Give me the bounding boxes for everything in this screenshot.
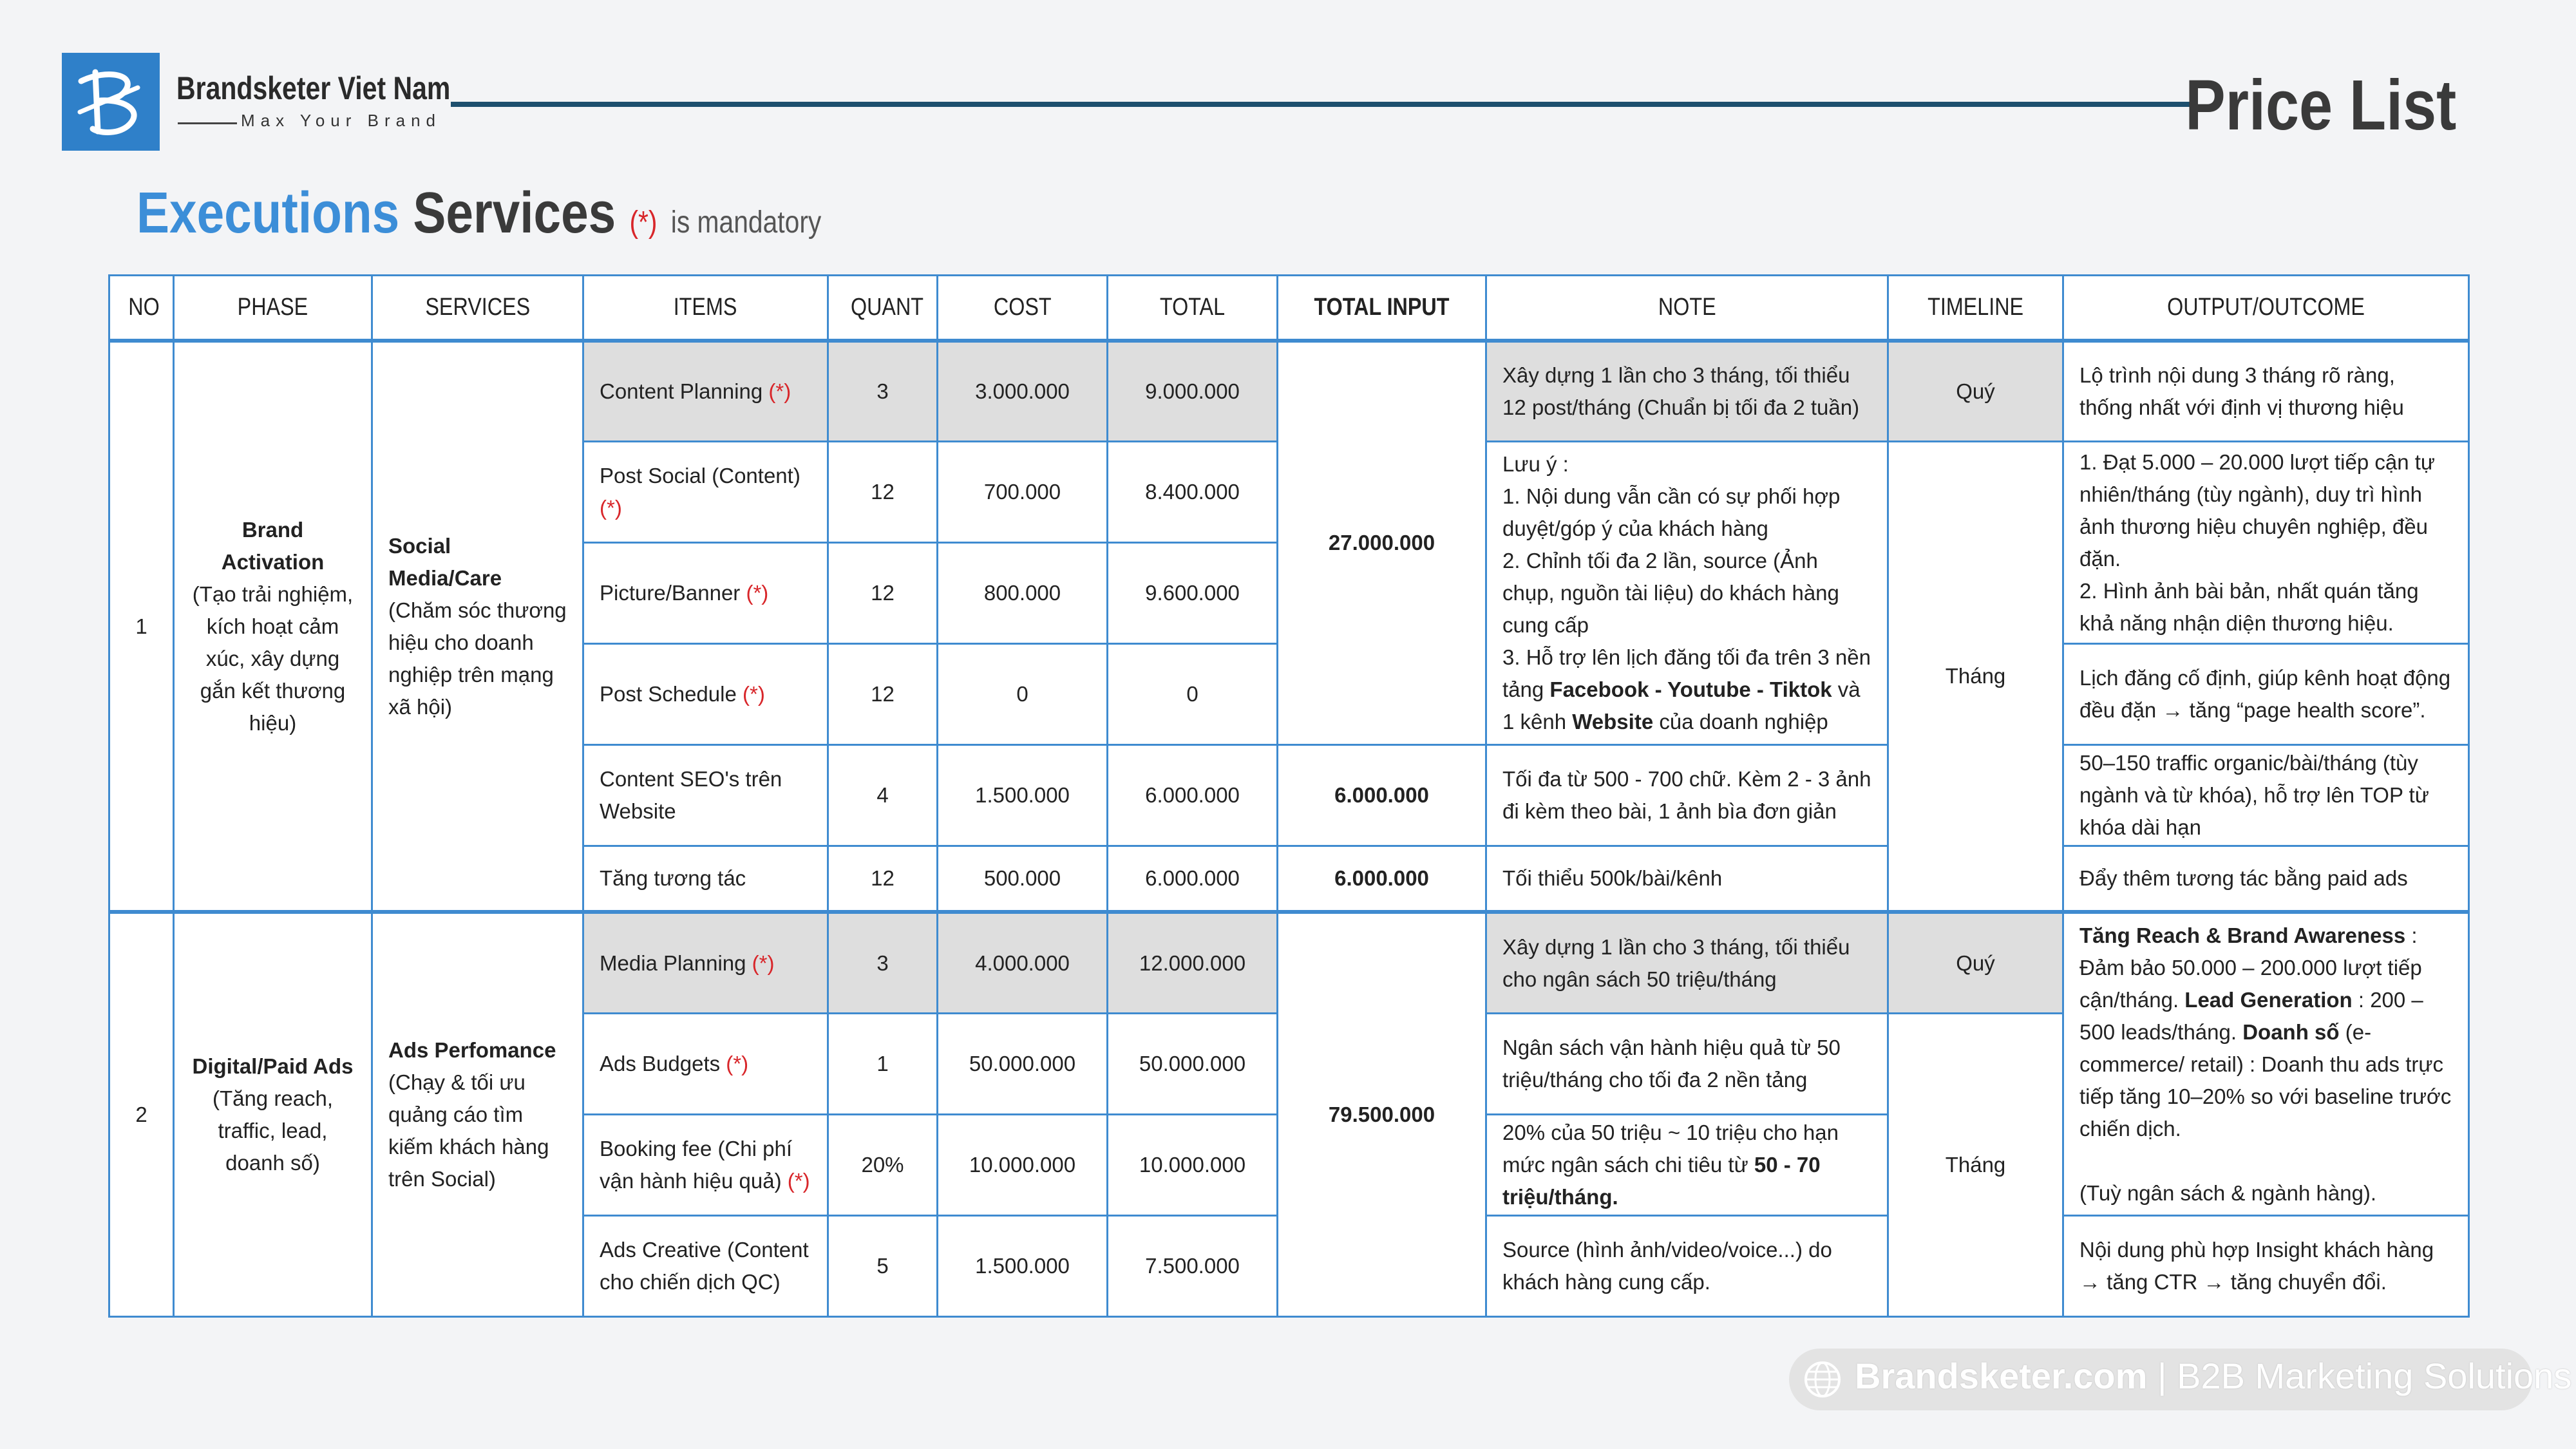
table-header-row [109,276,2469,341]
quant-cell: 5 [828,1215,938,1316]
col-header-phase: PHASE [174,276,372,341]
note-cell: Xây dựng 1 lần cho 3 tháng, tối thiểu cho ngân sách 50 triệu/tháng [1486,912,1888,1013]
cost-cell: 4.000.000 [938,912,1108,1013]
total-cell: 12.000.000 [1108,912,1278,1013]
required-marker: (*) [742,682,765,706]
timeline-cell: Tháng [1888,1013,2063,1316]
item-cell: Tăng tương tác [583,846,828,913]
cost-cell: 3.000.000 [938,341,1108,442]
note-cell: Lưu ý : 1. Nội dung vẫn cần có sự phối hợp duyệt/góp ý của khách hàng 2. Chỉnh tối đa 2 lần, source (Ảnh chụp, nguồn tài liệu) do khách hàng cung cấp 3. Hỗ trợ lên lịch đăng tối đa trên 3 nền tảng Facebook - Youtube - Tiktok và 1 kênh Website của doanh nghiệp [1486,442,1888,745]
cost-cell: 0 [938,644,1108,745]
mandatory-note: is mandatory [670,205,822,240]
item-cell: Booking fee (Chi phí vận hành hiệu quả) (*) [583,1114,828,1215]
col-header-total: TOTAL [1108,276,1278,341]
item-cell: Ads Budgets (*) [583,1013,828,1114]
quant-cell: 12 [828,543,938,644]
col-header-cost: COST [938,276,1108,341]
phase-cell [174,341,372,913]
service-desc: (Chăm sóc thương hiệu cho doanh nghiệp trên mạng xã hội) [388,598,567,719]
output-cell: Lộ trình nội dung 3 tháng rõ ràng, thống nhất với định vị thương hiệu [2063,341,2469,442]
required-marker: (*) [752,951,775,975]
quant-cell: 4 [828,745,938,846]
total-cell: 0 [1108,644,1278,745]
header-divider [451,102,2193,107]
phase-cell [174,912,372,1316]
quant-cell: 12 [828,846,938,913]
cost-cell: 800.000 [938,543,1108,644]
page-title: Price List [2185,66,2456,145]
total-input-cell: 27.000.000 [1278,341,1486,745]
col-header-services: SERVICES [372,276,583,341]
row-number: 1 [109,341,174,913]
price-table [108,274,2470,1318]
output-cell: Tăng Reach & Brand Awareness : Đảm bảo 50.000 – 200.000 lượt tiếp cận/tháng. Lead Generation : 200 – 500 leads/tháng. Doanh số (e-commerce/ retail) : Doanh thu ads trực tiếp tăng 10–20% so với baseline trước chiến dịch. (Tuỳ ngân sách & ngành hàng). [2063,912,2469,1215]
item-cell: Post Social (Content) (*) [583,442,828,543]
cost-cell: 50.000.000 [938,1013,1108,1114]
note-cell: Xây dựng 1 lần cho 3 tháng, tối thiểu 12 post/tháng (Chuẩn bị tối đa 2 tuần) [1486,341,1888,442]
col-header-note: NOTE [1486,276,1888,341]
required-marker: (*) [787,1168,810,1193]
quant-cell: 3 [828,912,938,1013]
required-marker: (*) [768,379,791,403]
col-header-items: ITEMS [583,276,828,341]
col-header-total-input: TOTAL INPUT [1278,276,1486,341]
output-cell: Đẩy thêm tương tác bằng paid ads [2063,846,2469,913]
service-cell [372,912,583,1316]
note-cell: Tối thiểu 500k/bài/kênh [1486,846,1888,913]
section-title-word-2: Services [413,181,616,245]
output-cell: Lịch đăng cố định, giúp kênh hoạt động đều đặn → tăng “page health score”. [2063,644,2469,745]
phase-title: Digital/Paid Ads [192,1054,354,1079]
globe-icon [1803,1360,1842,1399]
brand-name: Brandsketer Viet Nam [176,70,451,106]
total-cell: 6.000.000 [1108,846,1278,913]
timeline-cell: Tháng [1888,442,2063,913]
timeline-cell: Quý [1888,341,2063,442]
phase-title: Brand Activation [221,517,325,574]
service-desc: (Chạy & tối ưu quảng cáo tìm kiếm khách hàng trên Social) [388,1070,549,1191]
quant-cell: 3 [828,341,938,442]
total-input-cell: 79.500.000 [1278,912,1486,1316]
total-cell: 9.000.000 [1108,341,1278,442]
brand-logo [62,53,160,151]
footer-separator: | [2147,1356,2177,1396]
item-cell: Post Schedule (*) [583,644,828,745]
output-cell: 50–150 traffic organic/bài/tháng (tùy ngành và từ khóa), hỗ trợ lên TOP từ khóa dài hạn [2063,745,2469,846]
brand-logo-icon [62,53,160,151]
note-cell: Tối đa từ 500 - 700 chữ. Kèm 2 - 3 ảnh đi kèm theo bài, 1 ảnh bìa đơn giản [1486,745,1888,846]
quant-cell: 20% [828,1114,938,1215]
service-title: Social Media/Care [388,533,502,590]
col-header-timeline: TIMELINE [1888,276,2063,341]
table-row [109,341,2469,442]
phase-desc: (Tạo trải nghiệm, kích hoạt cảm xúc, xây dựng gắn kết thương hiệu) [192,582,354,735]
required-marker: (*) [746,581,769,605]
footer-site: Brandsketer.com [1855,1356,2148,1396]
mandatory-marker: (*) [629,205,658,240]
quant-cell: 12 [828,644,938,745]
item-cell: Media Planning (*) [583,912,828,1013]
cost-cell: 10.000.000 [938,1114,1108,1215]
required-marker: (*) [600,496,622,520]
item-cell: Picture/Banner (*) [583,543,828,644]
total-cell: 10.000.000 [1108,1114,1278,1215]
item-cell: Ads Creative (Content cho chiến dịch QC) [583,1215,828,1316]
service-title: Ads Perfomance [388,1038,556,1063]
item-cell: Content Planning (*) [583,341,828,442]
footer-slogan: B2B Marketing Solutions [2177,1356,2572,1396]
brand-tagline: Max Your Brand [241,111,442,130]
total-cell: 9.600.000 [1108,543,1278,644]
cost-cell: 1.500.000 [938,745,1108,846]
section-title [137,180,821,247]
cost-cell: 700.000 [938,442,1108,543]
total-input-cell: 6.000.000 [1278,745,1486,846]
total-cell: 50.000.000 [1108,1013,1278,1114]
total-cell: 8.400.000 [1108,442,1278,543]
item-cell: Content SEO's trên Website [583,745,828,846]
required-marker: (*) [726,1051,749,1075]
col-header-no: NO [109,276,174,341]
service-cell [372,341,583,913]
output-cell: Nội dung phù hợp Insight khách hàng → tăng CTR → tăng chuyển đổi. [2063,1215,2469,1316]
cost-cell: 500.000 [938,846,1108,913]
note-cell: 20% của 50 triệu ~ 10 triệu cho hạn mức ngân sách chi tiêu từ 50 - 70 triệu/tháng. [1486,1114,1888,1215]
total-input-cell: 6.000.000 [1278,846,1486,913]
cost-cell: 1.500.000 [938,1215,1108,1316]
note-cell: Source (hình ảnh/video/voice...) do khách hàng cung cấp. [1486,1215,1888,1316]
col-header-quant: QUANT [828,276,938,341]
footer-text [1855,1355,2571,1397]
quant-cell: 1 [828,1013,938,1114]
total-cell: 7.500.000 [1108,1215,1278,1316]
timeline-cell: Quý [1888,912,2063,1013]
section-title-word-1: Executions [137,181,400,245]
row-number: 2 [109,912,174,1316]
note-cell: Ngân sách vận hành hiệu quả từ 50 triệu/tháng cho tối đa 2 nền tảng [1486,1013,1888,1114]
quant-cell: 12 [828,442,938,543]
col-header-output: OUTPUT/OUTCOME [2063,276,2469,341]
total-cell: 6.000.000 [1108,745,1278,846]
output-cell: 1. Đạt 5.000 – 20.000 lượt tiếp cận tự nhiên/tháng (tùy ngành), duy trì hình ảnh thương hiệu chuyên nghiệp, đều đặn. 2. Hình ảnh bài bản, nhất quán tăng khả năng nhận diện thương hiệu. [2063,442,2469,644]
brand-tagline-rule [178,122,237,124]
table-row [109,912,2469,1013]
phase-desc: (Tăng reach, traffic, lead, doanh số) [212,1086,334,1175]
